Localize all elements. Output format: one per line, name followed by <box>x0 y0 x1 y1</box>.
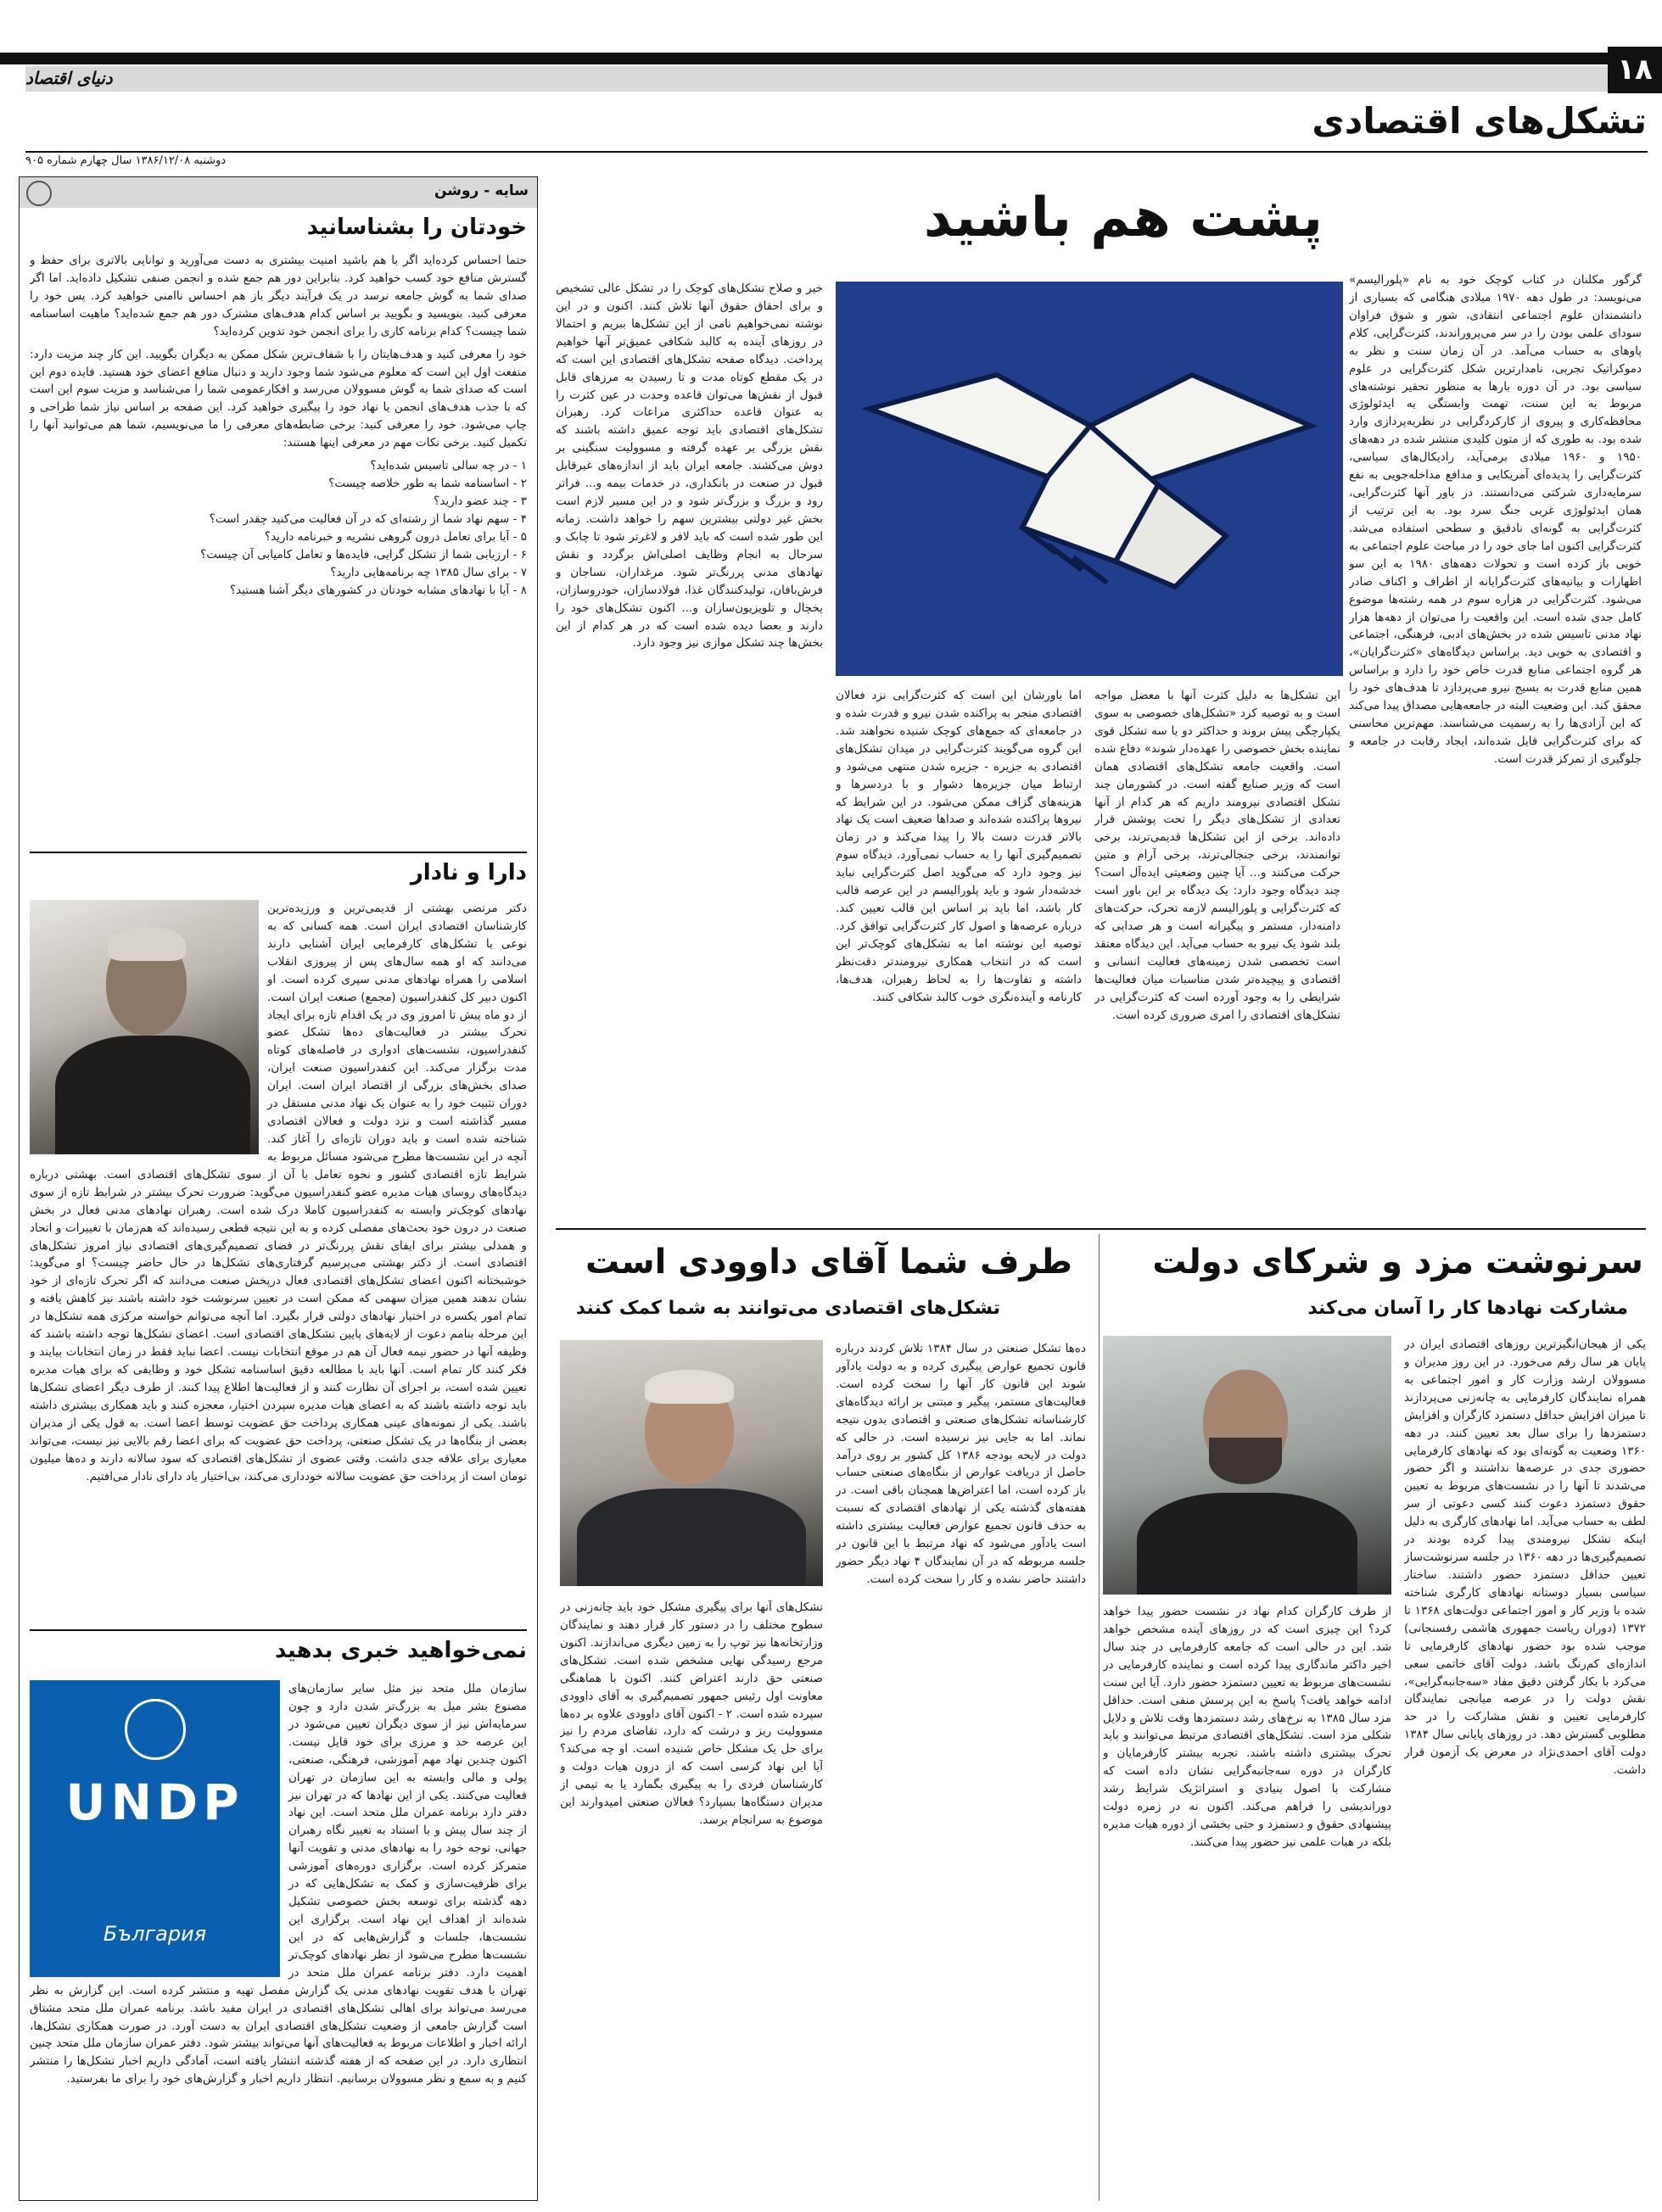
main-col-1: گرگور مکلنان در کتاب کوچک خود به نام «پلورالیسم» می‌نویسد: در طول دهه ۱۹۷۰ میلادی هنگامی که بسیاری از دانشمندان علوم اجتماعی انتقادی، شور و شوق فراوان سودای علمی بودن را در سر می‌پروراندند، کثرت‌گرایی، کلام پاوهای به حساب می‌آمد. در آن زمان سنت و نظر به دموکراتیک تجربی، نامدارترین شکل کثرت‌گرایی در علوم سیاسی بود. در آن دوره بارها به منظور تحقیر نوشته‌های مربوط به این سنت، تهمت وابستگی به ایدئولوژی محافظه‌کاری و پیروی از کارکردگرایی در نظریه‌پردازی وارد شده بود. به طوری که از متون کلیدی منتشر شده در دهه‌های ۱۹۵۰ و ۱۹۶۰ میلادی برمی‌آید، رادیکال‌های سیاسی، کثرت‌گرایی را پدیده‌ای آمریکایی و مدافع مداخله‌جویی به نفع سرمایه‌داری شرکتی می‌دانستند. در باور آنها کثرت‌گرایی، همان ایدئولوژی غربی جنگ سرد بود. به این ترتیب از کثرت‌گرایی به گونه‌ای نادقیق و سطحی استفاده می‌شد. کثرت‌گرایی اکنون اما جای خود را در مباحث علوم اجتماعی به خوبی باز کرده است و تحولات دهه‌های ۱۹۸۰ به این سو اظهارات و بیانیه‌های کثرت‌گرایانه از اطراف و اکناف صادر می‌شود. کثرت‌گرایی در هزاره سوم در همه رشته‌ها موضوع کامل جدی شده است. این واقعیت را می‌توان از دهه‌ها هزار نهاد مدنی تاسیس شده در بخش‌های ادبی، فرهنگی، اجتماعی و اقتصادی به خوبی دید. براساس دیدگاه‌های «کثرت‌گرایان»، هر گروه اجتماعی منابع قدرت خاص خود را دارد و براساس همین منابع قدرت به بسیج نیرو می‌پردازد تا هدف‌های خود را محقق کند. این وضعیت البته در جامعه‌هایی مصداق پیدا می‌کند که این آزادی‌ها را به رسمیت می‌شناسند. مهم‌ترین محاسنی که برای کثرت‌گرایی قایل شده‌اند، ایجاد رقابت در جامعه و جلوگیری از تمرکز قدرت است. <box>1349 273 1642 766</box>
box1-list-item: ۵ - آیا برای تعامل درون گروهی نشریه و خبرنامه دارید؟ <box>264 529 527 544</box>
page-number: ۱۸ <box>1608 47 1662 93</box>
article3-subhead: تشکل‌های اقتصادی می‌توانند به شما کمک کنند <box>575 1298 1000 1319</box>
portrait-hair <box>645 1370 734 1404</box>
box1-list-item: ۷ - برای سال ۱۳۸۵ چه برنامه‌هایی دارید؟ <box>330 565 527 579</box>
box2-body <box>30 900 527 1621</box>
box1-title: خودتان را بشناسانید <box>306 215 527 240</box>
undp-caption: България <box>103 1922 207 1946</box>
box1-list-item: ۲ - اساسنامه شما به طور خلاصه چیست؟ <box>328 477 527 491</box>
photo-float <box>30 900 267 1159</box>
article2-col-1: یکی از هیجان‌انگیزترین روزهای اقتصادی ایران در پایان هر سال رقم می‌خورد. در این روز مدیران و مسوولان ارشد وزارت کار و امور اجتماعی به همراه نمایندگان کارفرمایی به چانه‌زنی می‌پردازند تا میزان افزایش حداقل دستمزد کارگران و افزایش دستمزدها را برای سال بعد تعیین کنند. در دهه ۱۳۶۰ وضعیت به گونه‌ای بود که نهادهای کارفرمایی حضوری جدی در عرصه‌ها نداشتند و اگر حضور می‌شدند تا آنها را در نشست‌های مربوط به تعیین حقوق دستمزد دعوت کنند کسی دعوتی از سر لطف به حساب می‌آید. اما نهادهای کارگری به دلیل اینکه تشکل نیرومندی پیدا کرده بودند در تصمیم‌گیری‌ها در دهه ۱۳۶۰ در جلسه سرنوشت‌ساز تعیین حداقل دستمزد حضور داشتند. ساختار سیاسی بسیار دوستانه نهادهای کارگری شناخته شده با وزیر کار و امور اجتماعی دولت‌های ۱۳۶۸ تا ۱۳۷۲ (دوران ریاست جمهوری هاشمی رفسنجانی) موجب شده بود حضور نهادهای کارفرمایی تا اندازه‌ای کم‌رنگ باشد. دولت آقای خاتمی سعی می‌کرد با بکار گرفتن دقیق مفاد «سه‌جانبه‌گرایی»، نقش دولت را در عرصه میانجی نمایندگان کارفرمایی تعیین و نقش مشارکت را در حد مطلوبی گسترش دهد. در روزهای پایانی سال ۱۳۸۴ دولت آقای احمدی‌نژاد در معرض یک آزمون قرار داشت. <box>1404 1338 1646 1778</box>
undp-letters: UNDP <box>65 1774 244 1831</box>
section-divider <box>25 151 1648 153</box>
box1-divider <box>30 852 527 853</box>
article2-headline: سرنوشت مزد و شرکای دولت <box>1152 1243 1643 1282</box>
article2-col-2: از طرف کارگران کدام نهاد در نشست حضور پیدا خواهد کرد؟ این چیزی است که در روزهای آینده مشخص خواهد شد. این در حالی است که جامعه کارفرمایی در چند سال اخیر داکتر ماندگاری پیدا کرده است و نماینده کارفرمایی در نشست‌های مربوط به تعیین دستمزد حضور دارد. آیا این سنت ادامه خواهد یافت؟ پاسخ به این پرسش منفی است. حداقل مزد سال ۱۳۸۵ به نرخ‌های رشد دستمزدها وقت تلاش و دلایل شکلی مزد است. تشکل‌های اقتصادی مرتبط می‌توانند و باید تحرک بیشتری داشته باشند. تجربه بیشتر کارفرمایان و کارگران در دوره سه‌جانبه‌گرایی نشان داده است که مشارکت با اصول بنیادی و استراتژیک شرایط رشد دوراندیشی را فراهم می‌کند. اکنون نه در زمره دولت پیشنهادی حقوق و دستمزد و حتی بخشی از دوره هیات مدیره بلکه در هیات علمی نیز حضور پیدا می‌کنند. <box>1103 1605 1391 1849</box>
section-title: تشکل‌های اقتصادی <box>1312 100 1647 142</box>
box1-text: خود را معرفی کنید و هدف‌هایتان را با شفاف‌ترین شکل ممکن به دیگران بگویید. این کار چند مزیت دارد: منفعت اول این است که معلوم می‌شود شما وجود دارید و دنبال منافع اعضای خود هستید. فایده دوم این است که صدای شما به گوش مسوولان می‌رسد و افکارعمومی شما را می‌شناسد و مزیت سوم این است که با جذب هدف‌های انجمن یا نهاد خود را پیگیری خواهید کرد. این صفحه بر اساس نیاز شما طراحی و چاپ می‌شود. خود را معرفی کنید: برخی ضابطه‌های معرفی را ما می‌نویسیم، شما هم می‌توانید آنها را تکمیل کنید. برخی نکات مهم در معرفی اینها هستند: <box>30 347 527 450</box>
article2-portrait <box>1103 1336 1391 1595</box>
box1-body <box>30 252 527 761</box>
box1-list-item: ۱ - در چه سالی تاسیس شده‌اید؟ <box>370 459 527 473</box>
box2-divider <box>30 1629 527 1631</box>
article2-subhead: مشارکت نهادها کار را آسان می‌کند <box>1307 1298 1628 1319</box>
article-vertical-divider <box>1099 1234 1100 2201</box>
box3-text: سازمان ملل متحد نیز مثل سایر سازمان‌های مصنوع بشر میل به بزرگ‌تر شدن دارد و چون سرمایه‌اش نیز از سوی دیگران تعیین می‌شود در این عرصه حد و مرزی برای خود قایل نیست. اکنون چندین نهاد مهم آموزشی، فرهنگی، صنعتی، پولی و مالی وابسته به این سازمان در تهران فعالیت می‌کنند. یکی از این نهادها که در تهران نیز دفتر دارد برنامه عمران ملل متحد است. این نهاد از چند سال پیش و با استناد به تغییر نگاه رهبران جهانی، توجه خود را به نهادهای مدنی و تقویت آنها متمرکز کرده است. برگزاری دوره‌های آموزشی برای ظرفیت‌سازی و کمک به تشکل‌هایی که در دهه گذشته برای توسعه بخش خصوصی تشکیل شده‌اند از اهداف این نهاد است. برگزاری این نشست‌ها، جلسات و گزارش‌هایی که در این نشست‌ها مطرح می‌شود از نظر نهادهای کوچک‌تر اهمیت دارد. دفتر برنامه عمران ملل متحد در تهران با هدف تقویت نهادهای مدنی یک گزارش مفصل تهیه و منتشر کرده است. این گزارش به نظر می‌رسد می‌تواند برای اهالی تشکل‌های اقتصادی در ایران مفید باشد. برنامه عمران ملل متحد مشتاق است گزارش جامعی از وضعیت تشکل‌های اقتصادی ایران به دست آورد. در صورت همکاری تشکل‌ها، ارائه اخبار و اطلاعات مربوط به فعالیت‌های آنها می‌تواند بیشتر شود. دفتر عمران سازمان ملل متحد چنین انتظاری دارد. در این صفحه که از هفته گذشته انتشار یافته است، آمادگی داریم اخبار تشکل‌ها را منتشر کنیم و به سمع و نظر مسوولان برسانیم. انتظار داریم اخبار و گزارش‌های خود را برای ما بفرستید. <box>30 1682 527 2086</box>
box1-list-item: ۸ - آیا با نهادهای مشابه خودتان در کشورهای دیگر آشنا هستید؟ <box>229 583 527 597</box>
brand-logo: دنیای اقتصاد <box>25 68 113 88</box>
article3-headline: طرف شما آقای داوودی است <box>585 1243 1072 1282</box>
portrait-suit <box>1137 1493 1357 1595</box>
portrait-suit <box>577 1489 806 1586</box>
box3-title: نمی‌خواهید خبری بدهید <box>274 1638 527 1663</box>
header-top-bar <box>0 53 1608 64</box>
handshake-illustration <box>836 282 1343 676</box>
main-bottom-divider <box>556 1228 1646 1230</box>
logo-float <box>30 1680 288 1981</box>
sidebar-label: سایه - روشن <box>434 182 529 199</box>
sidebar <box>19 176 538 2201</box>
box2-text: دکتر مرتضی بهشتی از قدیمی‌ترین و ورزیده‌ترین کارشناسان اقتصادی ایران است. همه کسانی که به نوعی با تشکل‌های کارفرمایی ایران آشنایی دارند می‌دانند که او همه سال‌های پس از پیروزی انقلاب اسلامی را همراه نهادهای مدنی سپری کرده است. او اکنون دبیر کل کنفدراسیون (مجمع) صنعت ایران است. از دو ماه پیش تا امروز وی در یک اقدام تازه برای ایجاد تحرک بیشتر در فعالیت‌های ده‌ها تشکل عضو کنفدراسیون، نشست‌های ادواری در فاصله‌های کوتاه مدت برگزار می‌کند. این کنفدراسیون صنعت ایران، صدای بخش‌های بزرگی از اقتصاد ایران است. ایران دوران تثبیت خود را به عنوان یک نهاد مدنی مستقل در مسیر گذاشته است و نزد دولت و فعالان اقتصادی شناخته شده است و باید دوران تازه‌ای را آغاز کند. آنچه در این نشست‌ها مطرح می‌شود مسائل مربوط به شرایط تازه اقتصادی کشور و نحوه تعامل با آن از سوی تشکل‌های اقتصادی است. بهشتی درباره دیدگاه‌های روسای هیات مدیره عضو کنفدراسیون می‌گوید: ضرورت تحرک بیشتر در شرایط تازه از سوی نهادهای کوچک‌تر وابسته به کنفدراسیون کاملا درک شده است. رهبران نهادهای مدنی فعال در بخش صنعت در درون خود بحث‌های مفصلی کرده و به این نتیجه قطعی رسیده‌اند که هم‌زمان با تغییرات و اتحاد و همدلی بیشتر برای ایفای نقش پررنگ‌تر در فضای تصمیم‌گیری‌های اقتصادی نیاز امروز تشکل‌های اقتصادی است. از دکتر بهشتی می‌پرسیم گرفتاری‌های تشکل‌ها در حال حاضر چیست؟ او می‌گوید: خوشبختانه اکنون اعضای تشکل‌های اقتصادی فعال درپخش صنعت می‌دانند که اگر تحرک تازه‌ای از خود نشان ندهند همین میزان سهمی که ممکن است در تعیین سرنوشت خود داشته باشند نیز کاهش یافته و تمام امور یکسره در اختیار نهادهای دولتی قرار بگیرد. اما آنچه می‌توانم خواسته مرکزی همه تشکل‌ها در این مرحله بنامم دعوت از لایه‌های پایین تشکل‌های اقتصادی است. اعضای تشکل‌ها توجه داشته باشند که وظیفه آنها در حضور نیمه فعال آن هم در موقع انتخابات نیست. اعضا نباید فقط در زمان انتخابات بیایند و فکر کنند کار تمام است. آنها باید با مطالعه دقیق اساسنامه تشکل خود و وظایفی که برای هیات مدیره تعیین شده است، بر اجرای آن نظارت کنند و از فعالیت‌ها اطلاع پیدا کنند. از طرف دیگر اعضای تشکل‌ها باید توجه داشته باشند که به اعضای هیات مدیره سپردن اختیار، معجزه کنند و باید همکاری بیشتری داشته باشند. یکی از نمونه‌های عینی همکاری پرداخت حق عضویت توسط اعضا است. به قول یکی از مدیران بعضی از بنگاه‌ها در یک تشکل صنعتی، پرداخت حق عضویت که برای اعضا رقم بالایی نیز نیست، می‌تواند معیاری برای علاقه جدی داشت. وقتی عضوی از تشکل‌های اقتصادی که سود سالانه دارند و ده‌ها میلیون تومان است از پرداخت حق عضویت سالانه خودداری می‌کند، بی‌اختیار یاد دارای نادار می‌افتیم. <box>30 902 527 1483</box>
sidebar-label-bar <box>20 177 537 208</box>
handshake-svg <box>836 282 1343 676</box>
box1-list-item: ۳ - چند عضو دارید؟ <box>434 494 527 508</box>
main-col-4: خیر و صلاح تشکل‌های کوچک را در تشکل عالی تشخیص و برای احقاق حقوق آنها تلاش کنند. اکنون و در این نوشته نمی‌خواهیم نامی از این تشکل‌ها ببریم و احتمالا در روزهای آینده به کالبد شکافی عمیق‌تر آنها خواهیم پرداخت. دیدگاه صفحه تشکل‌های اقتصادی این است که در یک مقطع کوتاه مدت و تا رسیدن به مرزهای قابل قبول از نقش‌ها می‌توان قاعده وحدت در عین کثرت را به عنوان قاعده حداکثری مراعات کرد. رهبران تشکل‌های اقتصادی باید توجه عمیق داشته باشند که نقش بزرگی بر عهده گرفته و مسوولیت سنگینی بر دوش می‌کشند. جامعه ایران باید از اندازه‌های غیرقابل قبول در صنعت در بانکداری، در خدمات بیمه و... فراتر رود و بزرگ و بزرگ‌تر شود و در این مسیر لازم است بخش غیر دولتی بیشترین سهم را خواهد داشت. زمانه این طور شده است که باید لافر و لاغرتر شود تا چابک و سرحال به انجام وظایف اصلی‌اش برگردد و نقش نهادهای مدنی پررنگ‌تر شود. مرغداران، نساجان و فرش‌بافان، تولیدکنندگان غذا، فولادسازان، خودروسازان، یخچال و تلویزیون‌سازان و... اکنون تشکل‌های خود را دارند و بعضا دیده شده است که در هر کدام از این بخش‌ها چند تشکل موازی نیز وجود دارد. <box>556 282 823 651</box>
dateline: دوشنبه ۱۳۸۶/۱۲/۰۸ سال چهارم شماره ۹۰۵ <box>25 154 227 167</box>
box1-intro: حتما احساس کرده‌اید اگر با هم باشید امنیت بیشتری به دست می‌آورید و توانایی بالاتری برای حفظ و گسترش منافع خود کسب خواهید کرد. بنابراین دور هم جمع شده و انجمن صنفی تشکیل داده‌اید. اما اگر صدای شما به گوش جامعه نرسد در یک فرآیند دیگر باز هم احساس ناامنی خواهید کرد. پس خود را معرفی کنید. بنویسید و بگویید بر اساس کدام هدف‌های مشترک دور هم جمع شده‌اید؟ ماهیت اساسنامه شما چیست؟ کدام برنامه کاری را برای انجمن خود تدوین کرده‌اید؟ <box>30 254 527 338</box>
article3-col-2: تشکل‌های آنها برای پیگیری مشکل خود باید چانه‌زنی در سطوح مختلف را در دستور کار قرار دهند و نمایندگان وزارتخانه‌ها نیز توپ را به زمین دیگری می‌اندازند. اکنون مرجع رسیدگی نهایی مشخص شده است. تشکل‌های صنعتی حق دارند اعتراض کنند. اکنون با هماهنگی معاونت اول رئیس جمهور تصمیم‌گیری به آقای داوودی سپرده شده است. ۲ - اکنون آقای داوودی علاوه بر ده‌ها مسوولیت ریز و درشت که دارد، تقاضای مردم را نیز برای حل یک مشکل خاص شنیده است. او چه می‌کند؟ آیا این نهاد کرسی است که از درون هیات دولت و کارشناسان فردی را به پیگیری بگمارد یا به تیمی از مدیران دستگاه‌ها بسپارد؟ فعالان صنعتی امیدوارند این موضوع به سرانجام برسد. <box>560 1600 823 1828</box>
box2-title: دارا و نادار <box>410 860 527 885</box>
globe-icon <box>26 181 52 206</box>
article3-portrait <box>560 1340 823 1586</box>
box1-list-item: ۴ - سهم نهاد شما از رشته‌ای که در آن فعالیت می‌کنید چقدر است؟ <box>209 511 527 526</box>
portrait-beard <box>1209 1438 1282 1484</box>
main-col-2: این تشکل‌ها به دلیل کثرت آنها با معضل مواجه است و به توصیه کرد «تشکل‌های خصوصی به سوی یکپارچگی پیش بروند و حداکثر دو یا سه تشکل قوی نماینده بخش خصوصی را عهده‌دار شوند» دفاع شده است. واقعیت جامعه تشکل‌های اقتصادی همان است که وزیر صنایع گفته است. در کشورمان چند تشکل اقتصادی نیرومند داریم که هر کدام از آنها تعدادی از تشکل‌های دیگر را تحت پوشش قرار داده‌اند. برخی از این تشکل‌ها قدیمی‌ترند، برخی توانمندند، برخی جنجالی‌ترند، برخی آرام و متین حرکت می‌کنند و... آیا چنین وضعیتی ایده‌آل است؟ چند دیدگاه وجود دارد: یک دیدگاه بر این باور است که کثرت‌گرایی و پلورالیسم لازمه تحرک، حرکت‌های دامنه‌دار، مستمر و پیگیرانه است و هر صدایی که بلند شود یک نیرو به حساب می‌آید. این دیدگاه معتقد است تخصصی شدن زمینه‌های فعالیت انسانی و اقتصادی و پیچیده‌تر شدن مناسبات میان فعالیت‌ها شرایطی را به وجود آورده است که کثرت‌گرایی در تشکل‌های اقتصادی را امری ضروری کرده است. <box>1094 689 1340 1022</box>
main-headline: پشت هم باشید <box>923 187 1323 249</box>
article3-col-1: ده‌ها تشکل صنعتی در سال ۱۳۸۴ تلاش کردند درباره قانون تجمیع عوارض پیگیری کرده و به دولت یادآور شوند این قانون کار آنها را سخت کرده است. فعالیت‌های مستمر، پیگیر و مبتنی بر ارائه دیدگاه‌های کارشناسانه تشکل‌های صنعتی و اقتصادی بدون نتیجه نماند. اما به جایی نیز نرسیده است. در حالی که دولت در لایحه بودجه ۱۳۸۶ کل کشور بر روی درآمد حاصل از دریافت عوارض از بنگاه‌های صنعتی حساب باز کرده است، اما اعتراض‌ها همچنان باقی است. در هفته‌های گذشته یکی از نهادهای اقتصادی که نسبت به حذف قانون تجمیع عوارض فعالیت بیشتری داشته است یادآور می‌شود که نهاد مرتبط با این قانون در جلسه مربوطه که در آن نمایندگان ۴ نهاد دیگر حضور داشتند حاضر نشده و کار را سخت کرده است. <box>836 1342 1086 1586</box>
main-col-3: اما باورشان این است که کثرت‌گرایی نزد فعالان اقتصادی منجر به پراکنده شدن نیرو و قدرت شده و در جامعه‌ای که جمع‌های کوچک شنیده نخواهند شد. این گروه می‌گویند کثرت‌گرایی در میدان تشکل‌های اقتصادی به جزیره - جزیره شدن منتهی می‌شود و ارتباط میان جزیره‌ها دشوار و با دردسرها و هزینه‌های گزاف ممکن می‌شود. در این شرایط که نیروها پراکنده شده‌اند و صداها ضعیف است یک نهاد بالاتر قدرت دست بالا را پیدا می‌کند و در زمان تصمیم‌گیری آنها را به حساب نمی‌آورد. دیدگاه سوم نیز وجود دارد که می‌گوید اصل کثرت‌گرایی نباید خدشه‌دار شود و باید پلورالیسم در این عرصه قالب کار باشد، اما باید بر اساس این قالب تعیین کند. درباره عرصه‌ها و اصول کار کثرت‌گرایی توافق کرد. توصیه این نوشته اما به تشکل‌های کوچک‌تر این است که در انتخاب همکاری نیرومندتر دقت‌نظر داشته و تفاوت‌ها را به لحاظ رهبران، هدف‌ها، کارنامه و آینده‌نگری خوب کالبد شکافی کنند. <box>836 689 1082 1004</box>
box1-list-item: ۶ - ارزیابی شما از تشکل گرایی، فایده‌ها و تعامل کامیابی آن چیست؟ <box>200 547 527 561</box>
header-gray-bar <box>25 66 1608 92</box>
box3-body <box>30 1680 527 2189</box>
